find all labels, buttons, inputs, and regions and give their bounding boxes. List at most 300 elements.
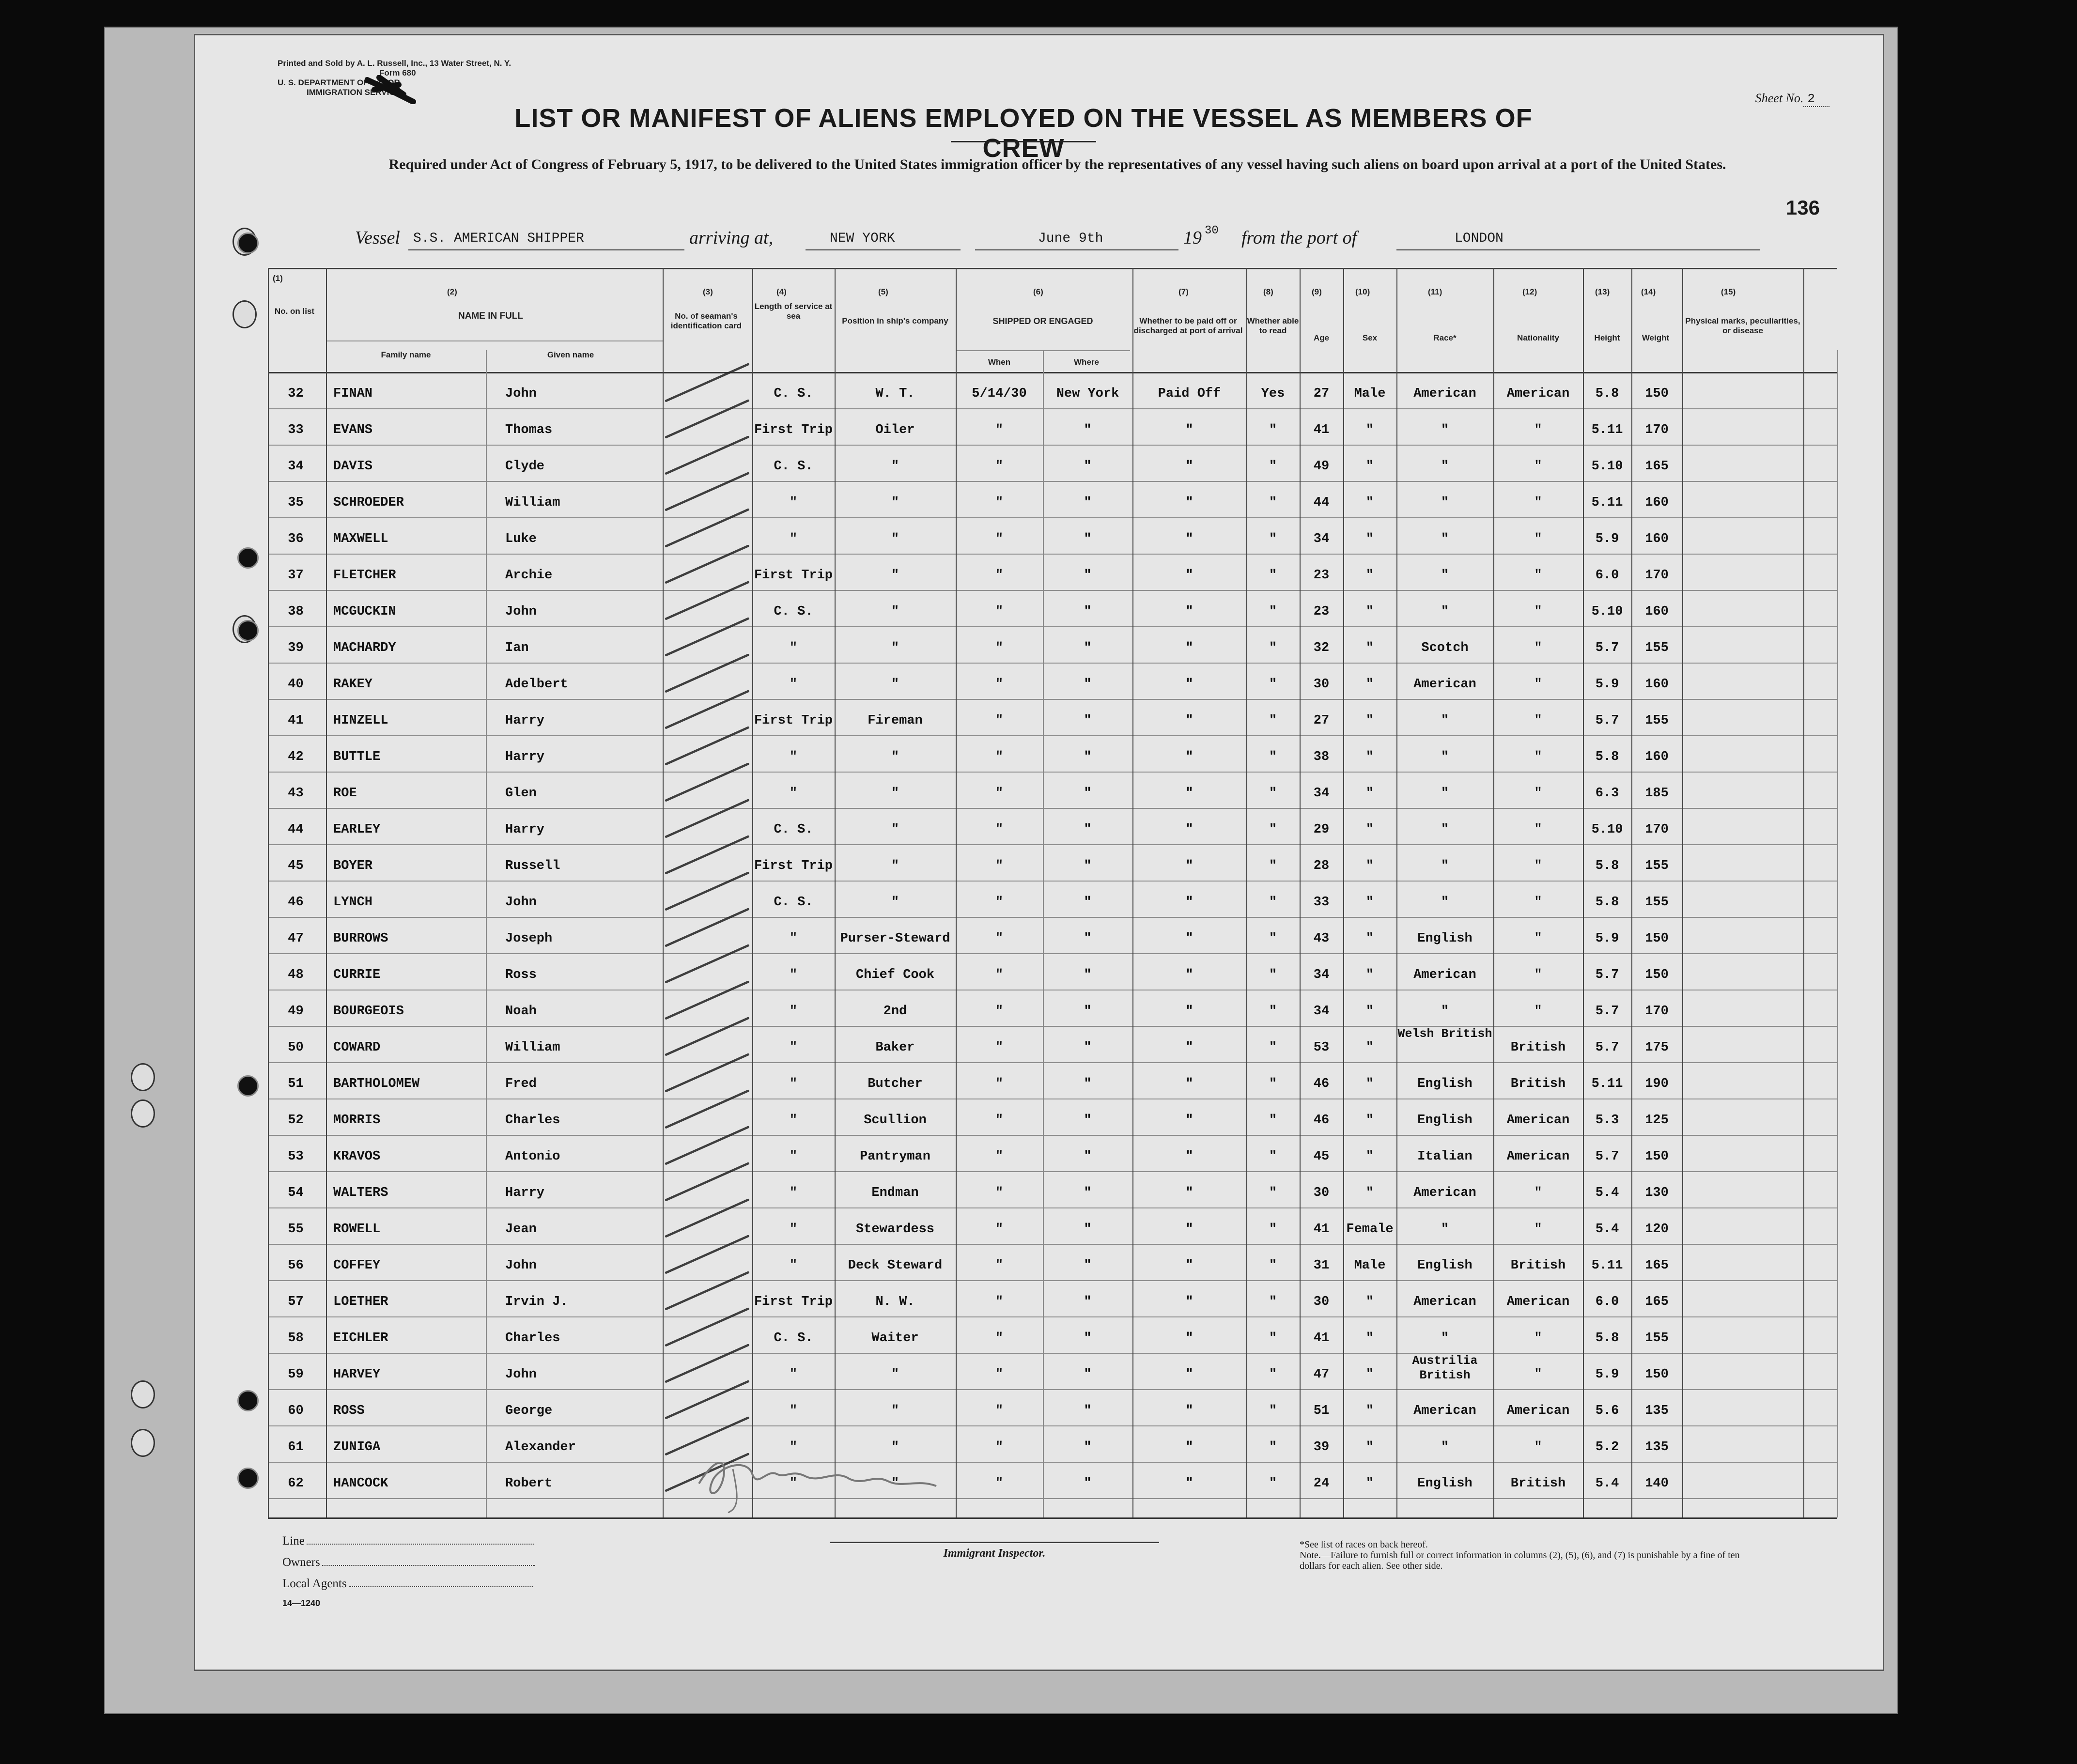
cell-race: American xyxy=(1413,968,1476,982)
cell-read: " xyxy=(1269,895,1277,910)
cell-age: 53 xyxy=(1313,1040,1330,1055)
cell-sex: " xyxy=(1365,1331,1374,1346)
col-header-shipped: SHIPPED OR ENGAGED xyxy=(992,316,1093,326)
cell-sex: " xyxy=(1365,1186,1374,1200)
cell-family: WALTERS xyxy=(333,1186,388,1200)
sheet-value: 2 xyxy=(1803,92,1829,107)
col-header-paid-off: Whether to be paid off or discharged at port of arrival xyxy=(1133,316,1243,335)
binder-hole xyxy=(232,300,257,328)
cell-nationality: British xyxy=(1510,1077,1566,1091)
cell-read: " xyxy=(1269,1113,1277,1128)
cell-when: " xyxy=(995,1222,1004,1237)
cell-race: " xyxy=(1441,895,1449,910)
cell-weight: 170 xyxy=(1645,568,1669,583)
cell-sex: " xyxy=(1365,1476,1374,1491)
footer-note xyxy=(1300,1539,1760,1571)
cell-no: 38 xyxy=(288,604,304,619)
cell-when: " xyxy=(995,1258,1004,1273)
cell-age: 23 xyxy=(1313,568,1330,583)
cell-given: Russell xyxy=(505,859,560,873)
col-header-position: Position in ship's company xyxy=(842,316,948,325)
table-row xyxy=(268,1316,1837,1353)
cell-given: John xyxy=(505,1258,537,1273)
cell-paid: " xyxy=(1185,1295,1194,1309)
cell-position: " xyxy=(891,532,899,546)
cell-when: " xyxy=(995,895,1004,910)
table-row xyxy=(268,1462,1837,1498)
cell-weight: 170 xyxy=(1645,423,1669,437)
cell-paid: " xyxy=(1185,495,1194,510)
cell-given: Glen xyxy=(505,786,537,801)
footer-fields xyxy=(282,1534,535,1616)
table-row xyxy=(268,1244,1837,1280)
cell-where: " xyxy=(1084,968,1092,982)
cell-weight: 170 xyxy=(1645,822,1669,837)
col-header-weight: Weight xyxy=(1642,333,1670,342)
cell-position: " xyxy=(891,495,899,510)
cell-given: Ian xyxy=(505,641,529,655)
cell-read: " xyxy=(1269,1077,1277,1091)
cell-service: " xyxy=(789,1440,798,1455)
cell-service: C. S. xyxy=(774,387,813,401)
cell-service: " xyxy=(789,750,798,764)
cell-no: 39 xyxy=(288,641,304,655)
cell-read: Yes xyxy=(1261,387,1285,401)
cell-read: " xyxy=(1269,968,1277,982)
col-num-10: (10) xyxy=(1355,287,1370,296)
cell-nationality: " xyxy=(1534,750,1542,764)
cell-where: New York xyxy=(1056,387,1119,401)
cell-sex: Male xyxy=(1354,387,1386,401)
cell-family: LOETHER xyxy=(333,1295,388,1309)
table-row xyxy=(268,881,1837,917)
cell-where: " xyxy=(1084,495,1092,510)
cell-service: C. S. xyxy=(774,895,813,910)
cell-given: Harry xyxy=(505,713,545,728)
table-row xyxy=(268,1171,1837,1207)
sheet-label: Sheet No. xyxy=(1755,91,1804,105)
col-header-service: Length of service at sea xyxy=(754,302,833,321)
col-header-id-card: No. of seaman's identification card xyxy=(670,311,742,330)
cell-service: C. S. xyxy=(774,822,813,837)
cell-sex: " xyxy=(1365,895,1374,910)
cell-where: " xyxy=(1084,1040,1092,1055)
cell-sex: " xyxy=(1365,1149,1374,1164)
cell-weight: 155 xyxy=(1645,641,1669,655)
cell-given: Joseph xyxy=(505,931,553,946)
cell-no: 34 xyxy=(288,459,304,474)
cell-family: MORRIS xyxy=(333,1113,381,1128)
cell-given: Alexander xyxy=(505,1440,576,1455)
cell-read: " xyxy=(1269,1186,1277,1200)
cell-age: 32 xyxy=(1313,641,1330,655)
cell-when: " xyxy=(995,1040,1004,1055)
cell-age: 51 xyxy=(1313,1404,1330,1418)
cell-age: 45 xyxy=(1313,1149,1330,1164)
cell-sex: " xyxy=(1365,459,1374,474)
cell-nationality: " xyxy=(1534,968,1542,982)
cell-position: 2nd xyxy=(883,1004,907,1019)
cell-when: " xyxy=(995,677,1004,692)
cell-height: 5.9 xyxy=(1595,1367,1619,1382)
cell-race: English xyxy=(1417,931,1472,946)
cell-height: 5.4 xyxy=(1595,1186,1619,1200)
cell-given: Noah xyxy=(505,1004,537,1019)
cell-position: " xyxy=(891,604,899,619)
year-suffix: 30 xyxy=(1205,224,1219,237)
cell-paid: " xyxy=(1185,859,1194,873)
cell-when: " xyxy=(995,1367,1004,1382)
vessel-underline xyxy=(408,249,684,250)
cell-where: " xyxy=(1084,459,1092,474)
cell-family: SCHROEDER xyxy=(333,495,404,510)
cell-position: Butcher xyxy=(868,1077,923,1091)
cell-paid: " xyxy=(1185,1077,1194,1091)
table-row xyxy=(268,1353,1837,1389)
binder-hole xyxy=(131,1380,155,1408)
col-header-family: Family name xyxy=(381,350,431,359)
cell-read: " xyxy=(1269,931,1277,946)
col-num-1: (1) xyxy=(273,274,283,283)
cell-where: " xyxy=(1084,859,1092,873)
table-row xyxy=(268,445,1837,481)
footer-line-field xyxy=(282,1534,535,1548)
cell-family: EVANS xyxy=(333,423,373,437)
footer-owners-blank xyxy=(322,1565,535,1566)
cell-weight: 165 xyxy=(1645,1295,1669,1309)
table-column-rule xyxy=(1837,350,1838,1517)
cell-read: " xyxy=(1269,1258,1277,1273)
cell-nationality: " xyxy=(1534,859,1542,873)
binder-hole xyxy=(237,232,259,254)
arrival-date: June 9th xyxy=(1038,231,1103,246)
cell-race: " xyxy=(1441,1004,1449,1019)
cell-service: " xyxy=(789,1222,798,1237)
cell-given: William xyxy=(505,1040,560,1055)
col-num-5: (5) xyxy=(878,287,888,296)
table-row xyxy=(268,1280,1837,1316)
cell-race: Italian xyxy=(1417,1149,1472,1164)
cell-nationality: " xyxy=(1534,677,1542,692)
cell-read: " xyxy=(1269,1004,1277,1019)
cell-family: ROSS xyxy=(333,1404,365,1418)
cell-weight: 135 xyxy=(1645,1404,1669,1418)
cell-where: " xyxy=(1084,1331,1092,1346)
cell-height: 5.11 xyxy=(1591,1077,1623,1091)
cell-race: " xyxy=(1441,495,1449,510)
cell-where: " xyxy=(1084,1222,1092,1237)
cell-height: 5.2 xyxy=(1595,1440,1619,1455)
cell-no: 42 xyxy=(288,750,304,764)
cell-nationality: " xyxy=(1534,1440,1542,1455)
cell-age: 43 xyxy=(1313,931,1330,946)
cell-family: BOURGEOIS xyxy=(333,1004,404,1019)
col-num-8: (8) xyxy=(1263,287,1273,296)
cell-given: Harry xyxy=(505,822,545,837)
cell-family: ZUNIGA xyxy=(333,1440,381,1455)
cell-where: " xyxy=(1084,1077,1092,1091)
cell-service: " xyxy=(789,1004,798,1019)
cell-nationality: " xyxy=(1534,1222,1542,1237)
cell-race: " xyxy=(1441,786,1449,801)
sheet-number xyxy=(1755,91,1829,106)
cell-family: CURRIE xyxy=(333,968,381,982)
cell-family: EARLEY xyxy=(333,822,381,837)
cell-read: " xyxy=(1269,786,1277,801)
cell-when: " xyxy=(995,1476,1004,1491)
cell-sex: " xyxy=(1365,1295,1374,1309)
cell-sex: " xyxy=(1365,1440,1374,1455)
cell-nationality: American xyxy=(1506,1113,1570,1128)
cell-position: Oiler xyxy=(875,423,915,437)
ink-scribble xyxy=(365,75,418,104)
cell-paid: " xyxy=(1185,1222,1194,1237)
cell-when: " xyxy=(995,1004,1004,1019)
cell-family: BOYER xyxy=(333,859,373,873)
cell-height: 6.0 xyxy=(1595,568,1619,583)
cell-where: " xyxy=(1084,931,1092,946)
cell-height: 5.7 xyxy=(1595,1149,1619,1164)
col-num-13: (13) xyxy=(1595,287,1610,296)
cell-height: 5.6 xyxy=(1595,1404,1619,1418)
table-row xyxy=(268,1389,1837,1425)
cell-sex: " xyxy=(1365,423,1374,437)
cell-where: " xyxy=(1084,677,1092,692)
cell-age: 29 xyxy=(1313,822,1330,837)
cell-read: " xyxy=(1269,459,1277,474)
cell-weight: 185 xyxy=(1645,786,1669,801)
cell-age: 46 xyxy=(1313,1077,1330,1091)
cell-weight: 155 xyxy=(1645,713,1669,728)
cell-no: 44 xyxy=(288,822,304,837)
cell-race: " xyxy=(1441,713,1449,728)
cell-given: John xyxy=(505,1367,537,1382)
cell-no: 59 xyxy=(288,1367,304,1382)
cell-sex: " xyxy=(1365,1004,1374,1019)
cell-service: First Trip xyxy=(754,713,833,728)
cell-given: Irvin J. xyxy=(505,1295,568,1309)
table-row xyxy=(268,990,1837,1026)
cell-height: 5.3 xyxy=(1595,1113,1619,1128)
cell-where: " xyxy=(1084,1295,1092,1309)
cell-height: 5.7 xyxy=(1595,1004,1619,1019)
cell-service: First Trip xyxy=(754,568,833,583)
cell-no: 54 xyxy=(288,1186,304,1200)
cell-height: 5.10 xyxy=(1591,459,1623,474)
cell-family: ROWELL xyxy=(333,1222,381,1237)
from-port: LONDON xyxy=(1455,231,1504,246)
cell-height: 5.4 xyxy=(1595,1476,1619,1491)
cell-position: Deck Steward xyxy=(848,1258,943,1273)
cell-service: First Trip xyxy=(754,859,833,873)
cell-given: Ross xyxy=(505,968,537,982)
table-rule xyxy=(268,268,1837,269)
cell-weight: 120 xyxy=(1645,1222,1669,1237)
cell-family: LYNCH xyxy=(333,895,373,910)
cell-when: " xyxy=(995,423,1004,437)
cell-given: John xyxy=(505,387,537,401)
cell-service: " xyxy=(789,495,798,510)
form-code: 14—1240 xyxy=(282,1598,321,1608)
col-header-physical: Physical marks, peculiarities, or disease xyxy=(1685,316,1800,335)
cell-age: 30 xyxy=(1313,677,1330,692)
cell-where: " xyxy=(1084,532,1092,546)
col-header-where: Where xyxy=(1074,357,1099,367)
binder-hole xyxy=(237,1468,259,1489)
cell-age: 34 xyxy=(1313,968,1330,982)
binder-hole xyxy=(131,1063,155,1091)
cell-no: 36 xyxy=(288,532,304,546)
col-num-6: (6) xyxy=(1033,287,1043,296)
cell-race: English xyxy=(1417,1113,1472,1128)
cell-age: 28 xyxy=(1313,859,1330,873)
cell-paid: " xyxy=(1185,1476,1194,1491)
cell-race: English xyxy=(1417,1258,1472,1273)
cell-weight: 130 xyxy=(1645,1186,1669,1200)
cell-position: Chief Cook xyxy=(855,968,935,982)
col-num-7: (7) xyxy=(1178,287,1189,296)
table-row xyxy=(268,1207,1837,1244)
cell-service: C. S. xyxy=(774,604,813,619)
col-header-no: No. on list xyxy=(274,307,315,316)
cell-where: " xyxy=(1084,786,1092,801)
footer-owners-label: Owners xyxy=(282,1556,320,1569)
cell-race: " xyxy=(1441,859,1449,873)
table-row xyxy=(268,590,1837,626)
manifest-page xyxy=(194,34,1884,1671)
cell-when: " xyxy=(995,1149,1004,1164)
cell-nationality: " xyxy=(1534,532,1542,546)
cell-age: 46 xyxy=(1313,1113,1330,1128)
cell-nationality: British xyxy=(1510,1476,1566,1491)
cell-no: 46 xyxy=(288,895,304,910)
cell-when: " xyxy=(995,1113,1004,1128)
cell-weight: 160 xyxy=(1645,604,1669,619)
cell-position: " xyxy=(891,1440,899,1455)
cell-height: 5.9 xyxy=(1595,532,1619,546)
cell-read: " xyxy=(1269,822,1277,837)
cell-race: " xyxy=(1441,604,1449,619)
footer-agents-label: Local Agents xyxy=(282,1577,347,1590)
cell-age: 39 xyxy=(1313,1440,1330,1455)
cell-when: " xyxy=(995,786,1004,801)
handwritten-signature xyxy=(694,1440,946,1517)
cell-when: " xyxy=(995,968,1004,982)
cell-service: " xyxy=(789,1404,798,1418)
cell-when: " xyxy=(995,1077,1004,1091)
cell-age: 49 xyxy=(1313,459,1330,474)
cell-where: " xyxy=(1084,822,1092,837)
cell-given: Harry xyxy=(505,1186,545,1200)
cell-position: " xyxy=(891,459,899,474)
cell-position: Waiter xyxy=(871,1331,919,1346)
cell-given: Charles xyxy=(505,1331,560,1346)
cell-sex: " xyxy=(1365,604,1374,619)
cell-when: " xyxy=(995,1404,1004,1418)
cell-position: " xyxy=(891,677,899,692)
table-row xyxy=(268,1026,1837,1062)
cell-sex: Male xyxy=(1354,1258,1386,1273)
cell-position: " xyxy=(891,1367,899,1382)
cell-height: 5.9 xyxy=(1595,677,1619,692)
page-title: LIST OR MANIFEST OF ALIENS EMPLOYED ON THE VESSEL AS MEMBERS OF CREW xyxy=(514,104,1533,163)
cell-sex: " xyxy=(1365,1404,1374,1418)
cell-no: 62 xyxy=(288,1476,304,1491)
col-header-age: Age xyxy=(1313,333,1330,342)
col-header-name: NAME IN FULL xyxy=(458,311,524,321)
cell-given: Adelbert xyxy=(505,677,568,692)
cell-position: Endman xyxy=(871,1186,919,1200)
cell-nationality: " xyxy=(1534,786,1542,801)
cell-height: 5.7 xyxy=(1595,1040,1619,1055)
cell-sex: " xyxy=(1365,859,1374,873)
cell-nationality: American xyxy=(1506,1295,1570,1309)
col-num-2: (2) xyxy=(447,287,457,296)
cell-weight: 140 xyxy=(1645,1476,1669,1491)
cell-service: " xyxy=(789,931,798,946)
cell-position: Scullion xyxy=(864,1113,927,1128)
cell-read: " xyxy=(1269,750,1277,764)
binder-hole xyxy=(237,547,259,569)
table-row xyxy=(268,772,1837,808)
cell-weight: 160 xyxy=(1645,677,1669,692)
cell-when: " xyxy=(995,750,1004,764)
arriving-at: NEW YORK xyxy=(830,231,895,246)
cell-race: American xyxy=(1413,1295,1476,1309)
cell-given: Luke xyxy=(505,532,537,546)
binder-hole xyxy=(237,620,259,641)
table-row xyxy=(268,663,1837,699)
cell-age: 24 xyxy=(1313,1476,1330,1491)
col-num-3: (3) xyxy=(703,287,713,296)
cell-service: " xyxy=(789,968,798,982)
cell-read: " xyxy=(1269,713,1277,728)
cell-weight: 155 xyxy=(1645,895,1669,910)
cell-read: " xyxy=(1269,1295,1277,1309)
cell-family: BURROWS xyxy=(333,931,388,946)
cell-age: 27 xyxy=(1313,387,1330,401)
cell-sex: " xyxy=(1365,677,1374,692)
cell-no: 41 xyxy=(288,713,304,728)
arriving-label: arriving at, xyxy=(689,228,774,248)
cell-race: English xyxy=(1417,1077,1472,1091)
cell-position: " xyxy=(891,568,899,583)
col-num-14: (14) xyxy=(1641,287,1656,296)
cell-weight: 170 xyxy=(1645,1004,1669,1019)
col-num-9: (9) xyxy=(1312,287,1322,296)
cell-when: " xyxy=(995,931,1004,946)
cell-service: C. S. xyxy=(774,1331,813,1346)
cell-read: " xyxy=(1269,604,1277,619)
cell-given: John xyxy=(505,895,537,910)
table-row xyxy=(268,481,1837,517)
cell-no: 61 xyxy=(288,1440,304,1455)
cell-nationality: " xyxy=(1534,641,1542,655)
page-subtitle: Required under Act of Congress of February 5, 1917, to be delivered to the United States immigration officer by the representatives of any vessel having such aliens on board upon arrival at a port of the United States. xyxy=(388,156,1726,172)
form-number: Form 680 xyxy=(379,68,416,77)
cell-family: BARTHOLOMEW xyxy=(333,1077,420,1091)
cell-service: First Trip xyxy=(754,423,833,437)
cell-no: 33 xyxy=(288,423,304,437)
cell-where: " xyxy=(1084,1149,1092,1164)
cell-paid: " xyxy=(1185,677,1194,692)
cell-age: 41 xyxy=(1313,1331,1330,1346)
cell-age: 30 xyxy=(1313,1186,1330,1200)
cell-age: 30 xyxy=(1313,1295,1330,1309)
year-prefix: 19 xyxy=(1183,228,1202,248)
binder-hole xyxy=(131,1099,155,1128)
table-row xyxy=(268,844,1837,881)
